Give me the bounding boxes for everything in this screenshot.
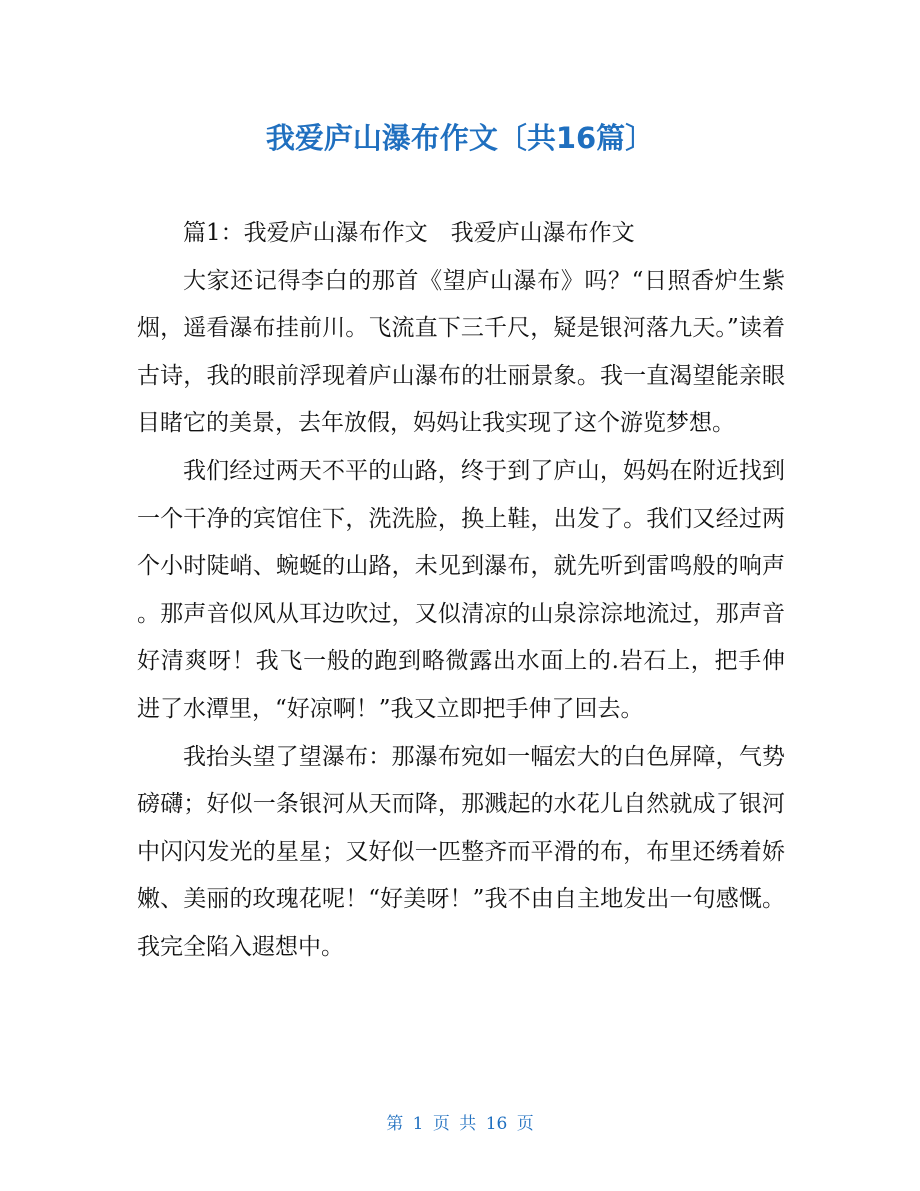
paragraph-2: 我们经过两天不平的山路，终于到了庐山，妈妈在附近找到一个干净的宾馆住下，洗洗脸，换上鞋，出发了。我们又经过两个小时陡峭、蜿蜒的山路，未见到瀑布，就先听到雷鸣般的响声。那声音似风从耳边吹过，又似清凉的山泉淙淙地流过，那声音好清爽呀！我飞一般的跑到略微露出水面上的.岩石上，把手伸进了水潭里，“好凉啊！”我又立即把手伸了回去。 <box>137 457 785 722</box>
paragraph-1: 大家还记得李白的那首《望庐山瀑布》吗？“日照香炉生紫烟，遥看瀑布挂前川。飞流直下三千尺，疑是银河落九天。”读着古诗，我的眼前浮现着庐山瀑布的壮丽景象。我一直渴望能亲眼目睹它的美景，去年放假，妈妈让我实现了这个游览梦想。 <box>137 267 785 437</box>
paragraph-3: 我抬头望了望瀑布：那瀑布宛如一幅宏大的白色屏障，气势磅礴；好似一条银河从天而降，那溅起的水花儿自然就成了银河中闪闪发光的星星；又好似一匹整齐而平滑的布，布里还绣着娇嫩、美丽的玫瑰花呢！“好美呀！”我不由自主地发出一句感慨。我完全陷入遐想中。 <box>137 743 785 960</box>
section-heading: 篇1：我爱庐山瀑布作文 我爱庐山瀑布作文 <box>183 220 635 246</box>
document-body <box>137 210 785 972</box>
document-title: 我爱庐山瀑布作文〔共16篇〕 <box>265 121 655 155</box>
page-footer: 第 1 页 共 16 页 <box>386 1114 534 1134</box>
